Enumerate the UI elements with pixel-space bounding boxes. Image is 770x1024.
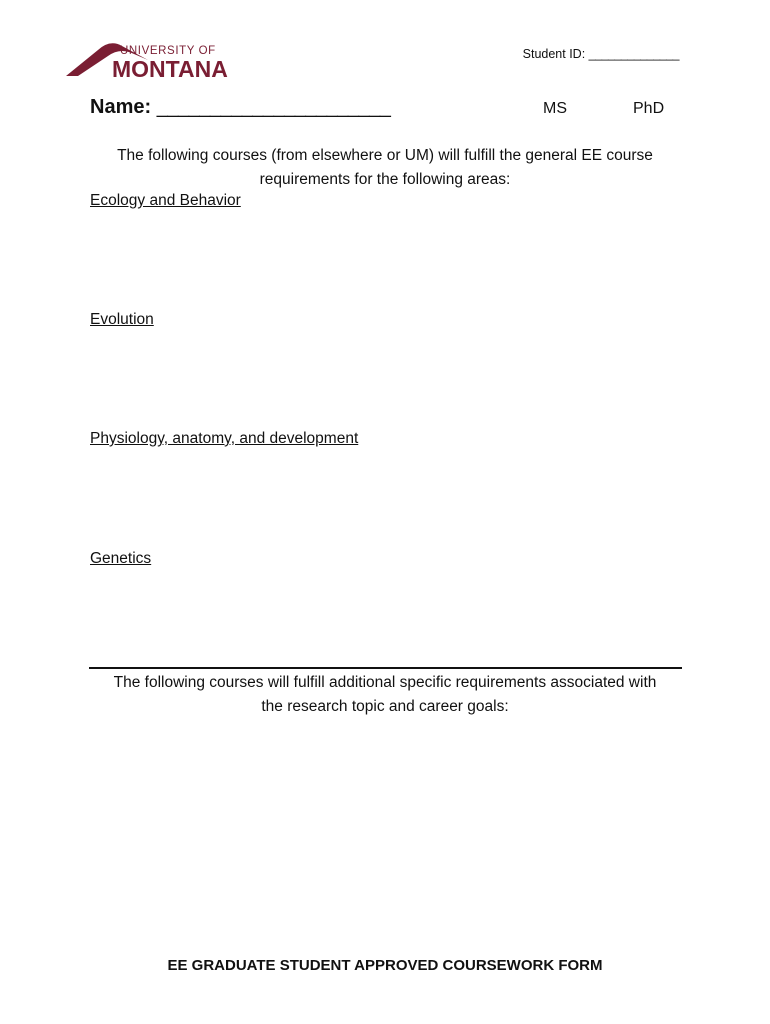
intro-text <box>90 144 680 192</box>
student-id-label: Student ID: <box>522 47 586 61</box>
area-physiology: Physiology, anatomy, and development <box>90 430 359 447</box>
student-id-blank[interactable]: ______________ <box>588 47 679 61</box>
area-evolution: Evolution <box>90 311 154 328</box>
logo-line1: UNIVERSITY OF <box>120 45 216 57</box>
section-divider <box>89 667 682 669</box>
degree-option-phd[interactable]: PhD <box>633 100 665 117</box>
intro-line-2: requirements for the following areas: <box>259 171 511 188</box>
montana-mountain-logo <box>64 38 264 84</box>
student-id-field <box>523 47 679 61</box>
name-blank[interactable]: ______________________ <box>156 96 391 118</box>
degree-option-ms[interactable]: MS <box>543 100 567 117</box>
additional-line-2: the research topic and career goals: <box>261 698 509 715</box>
area-genetics: Genetics <box>90 550 152 567</box>
form-title: EE GRADUATE STUDENT APPROVED COURSEWORK FORM <box>167 957 603 974</box>
university-logo <box>64 38 264 84</box>
additional-requirements-text <box>80 671 690 719</box>
additional-line-1: The following courses will fulfill additional specific requirements associated with <box>113 674 657 691</box>
name-field <box>90 96 390 119</box>
logo-line2: MONTANA <box>112 56 228 82</box>
area-ecology-behavior: Ecology and Behavior <box>90 192 241 209</box>
name-label: Name: <box>90 96 152 118</box>
intro-line-1: The following courses (from elsewhere or UM) will fulfill the general EE course <box>117 147 653 164</box>
